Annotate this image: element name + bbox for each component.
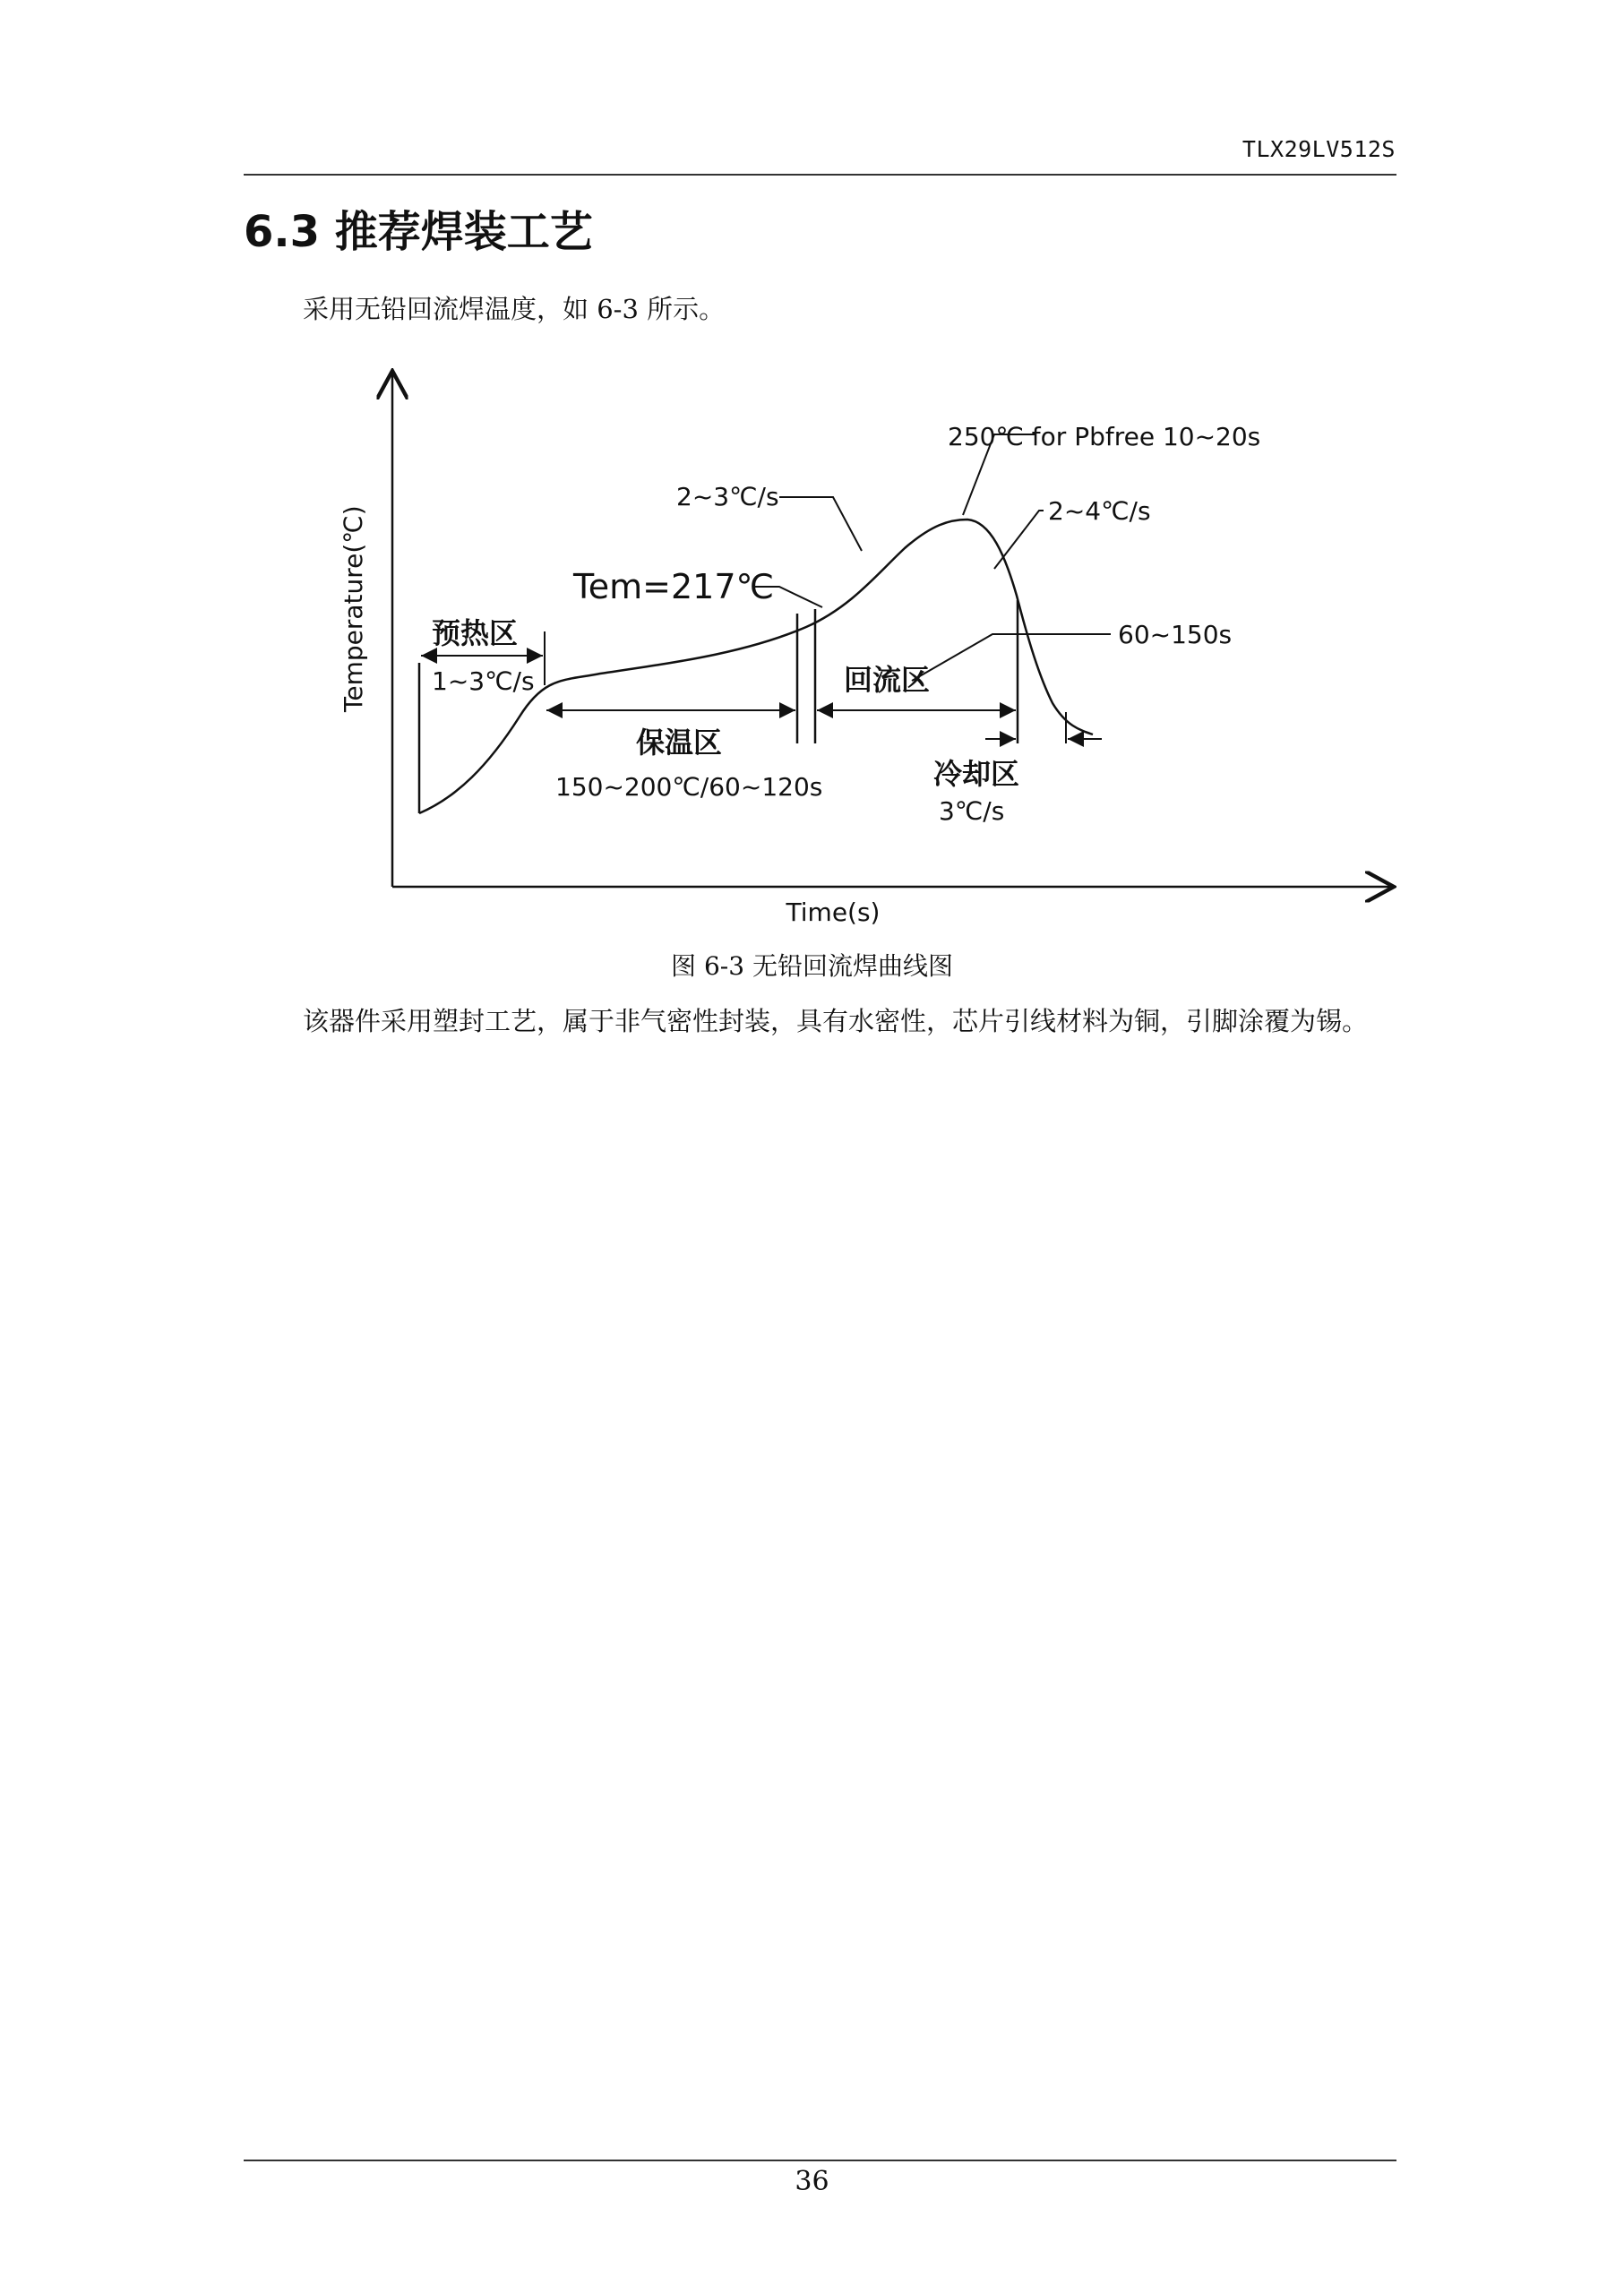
soak-zone-label: 保温区 — [636, 726, 723, 760]
ramp-down-leader — [994, 511, 1044, 569]
x-axis-label: Time(s) — [786, 897, 881, 927]
document-code: TLX29LV512S — [1242, 136, 1396, 162]
body-paragraph: 该器件采用塑封工艺，属于非气密性封装，具有水密性，芯片引线材料为铜，引脚涂覆为锡。 — [303, 1006, 1369, 1036]
cooling-rate-label: 3℃/s — [939, 796, 1005, 826]
header-rule — [244, 174, 1396, 176]
reflow-time-leader — [912, 634, 1111, 681]
soak-rate-label: 150~200℃/60~120s — [555, 772, 823, 802]
page-number: 36 — [795, 2166, 829, 2197]
section-title: 6.3 推荐焊装工艺 — [244, 207, 593, 257]
preheat-rate-label: 1~3℃/s — [432, 666, 535, 696]
figure-caption: 图 6-3 无铅回流焊曲线图 — [671, 951, 953, 981]
ramp-up-label: 2~3℃/s — [676, 482, 779, 511]
reflow-zone-label: 回流区 — [844, 663, 931, 697]
footer-rule — [244, 2160, 1396, 2161]
y-axis-label: Temperature(℃) — [339, 505, 368, 712]
reflow-profile-figure — [331, 358, 1406, 932]
preheat-zone-label: 预热区 — [432, 616, 519, 650]
peak-label: 250℃ for Pbfree 10~20s — [948, 422, 1261, 451]
cooling-zone-label: 冷却区 — [933, 757, 1020, 791]
reflow-time-label: 60~150s — [1118, 620, 1233, 649]
ramp-down-label: 2~4℃/s — [1048, 496, 1151, 526]
tem-label: Tem=217℃ — [573, 567, 775, 606]
ramp-up-leader — [779, 497, 862, 551]
intro-paragraph: 采用无铅回流焊温度，如 6-3 所示。 — [303, 294, 726, 324]
